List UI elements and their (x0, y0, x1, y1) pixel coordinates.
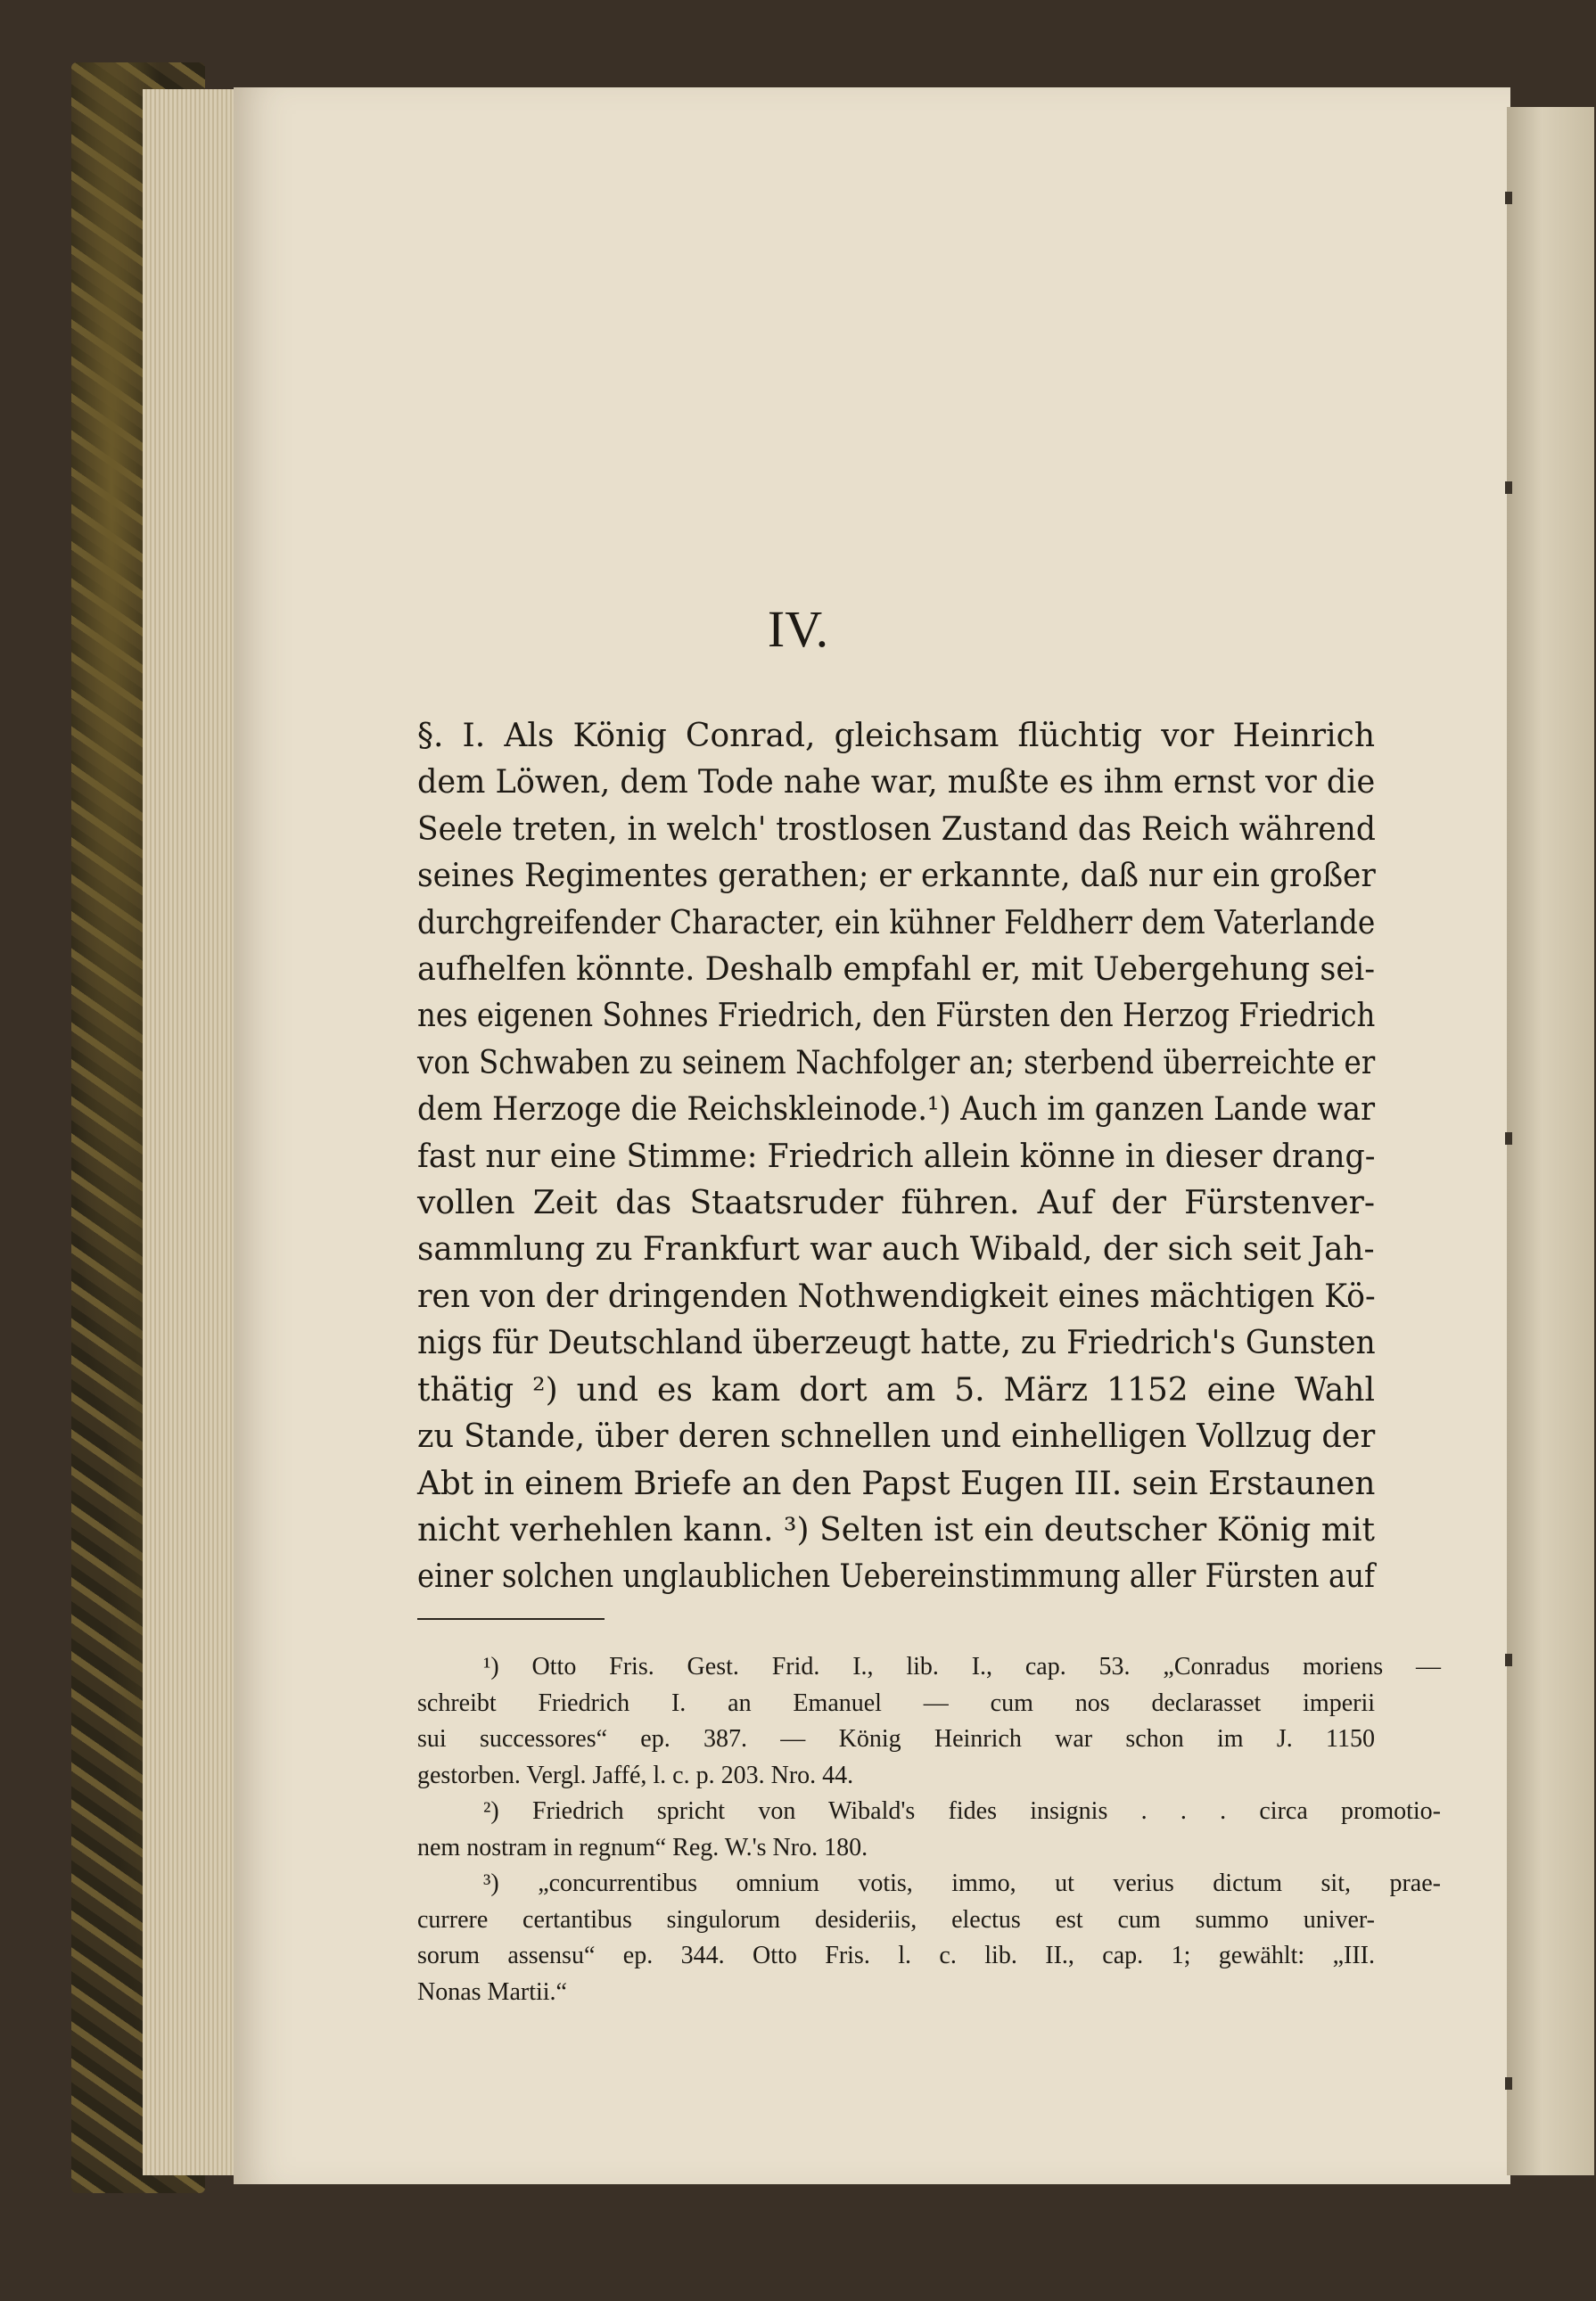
edge-mark (1505, 2077, 1512, 2090)
body-line: dem Herzoge die Reichskleinode.¹) Auch im ganzen Lande war (417, 1091, 1376, 1129)
body-line: nicht verhehlen kann. ³) Selten ist ein deutscher König mit (417, 1511, 1375, 1549)
footnote-line: gestorben. Vergl. Jaffé, l. c. p. 203. Nro. 44. (417, 1761, 854, 1789)
footnote-line: ³) „concurrentibus omnium votis, immo, ut verius dictum sit, prae- (483, 1870, 1441, 1897)
edge-mark (1505, 192, 1512, 204)
body-line: thätig ²) und es kam dort am 5. März 1152 eine Wahl (417, 1371, 1375, 1409)
body-line: einer solchen unglaublichen Uebereinstimmung aller Fürsten auf (417, 1558, 1375, 1596)
body-line: fast nur eine Stimme: Friedrich allein könne in dieser drang- (417, 1138, 1376, 1175)
footnote-line: ²) Friedrich spricht von Wibald's fides insignis . . . circa promotio- (483, 1797, 1441, 1825)
body-line: vollen Zeit das Staatsruder führen. Auf der Fürstenver- (417, 1185, 1375, 1222)
footnote-line: ¹) Otto Fris. Gest. Frid. I., lib. I., cap. 53. „Conradus moriens — (483, 1653, 1441, 1681)
body-line: Seele treten, in welch' trostlosen Zustand das Reich während (417, 810, 1376, 848)
footnotes (417, 1649, 1441, 2010)
body-line: dem Löwen, dem Tode nahe war, mußte es ihm ernst vor die (417, 764, 1376, 801)
body-text (417, 713, 1375, 1601)
page-edges-left (143, 89, 241, 2175)
body-line: zu Stande, über deren schnellen und einhelligen Vollzug der (417, 1418, 1376, 1456)
chapter-heading: IV. (767, 600, 829, 658)
body-line: Abt in einem Briefe an den Papst Eugen III. sein Erstaunen (417, 1465, 1376, 1502)
edge-mark (1505, 481, 1512, 494)
body-line: §. I. Als König Conrad, gleichsam flüchtig vor Heinrich (417, 718, 1375, 754)
body-line: durchgreifender Character, ein kühner Feldherr dem Vaterlande (417, 904, 1376, 941)
body-line: von Schwaben zu seinem Nachfolger an; sterbend überreichte er (417, 1044, 1376, 1081)
footnote-line: Nonas Martii.“ (417, 1977, 567, 2006)
footnote-separator (417, 1618, 605, 1620)
footnote-line: currere certantibus singulorum desideriis, electus est cum summo univer- (417, 1905, 1375, 1934)
edge-mark (1505, 1132, 1512, 1145)
body-line: nes eigenen Sohnes Friedrich, den Fürsten den Herzog Friedrich (417, 998, 1376, 1035)
body-line: sammlung zu Frankfurt war auch Wibald, der sich seit Jah- (417, 1231, 1375, 1269)
page-edges-right (1507, 107, 1594, 2175)
footnote-line: sorum assensu“ ep. 344. Otto Fris. l. c. lib. II., cap. 1; gewählt: „III. (417, 1942, 1375, 1969)
footnote-line: sui successores“ ep. 387. — König Heinrich war schon im J. 1150 (417, 1725, 1375, 1753)
edge-mark (1505, 1654, 1512, 1666)
body-line: nigs für Deutschland überzeugt hatte, zu Friedrich's Gunsten (417, 1325, 1376, 1362)
body-line: seines Regimentes gerathen; er erkannte, daß nur ein großer (417, 858, 1376, 895)
body-line: aufhelfen könnte. Deshalb empfahl er, mit Uebergehung sei- (417, 951, 1376, 989)
footnote-line: schreibt Friedrich I. an Emanuel — cum nos declarasset imperii (417, 1689, 1375, 1717)
body-line: ren von der dringenden Nothwendigkeit eines mächtigen Kö- (417, 1278, 1376, 1315)
footnote-line: nem nostram in regnum“ Reg. W.'s Nro. 180. (417, 1833, 868, 1861)
